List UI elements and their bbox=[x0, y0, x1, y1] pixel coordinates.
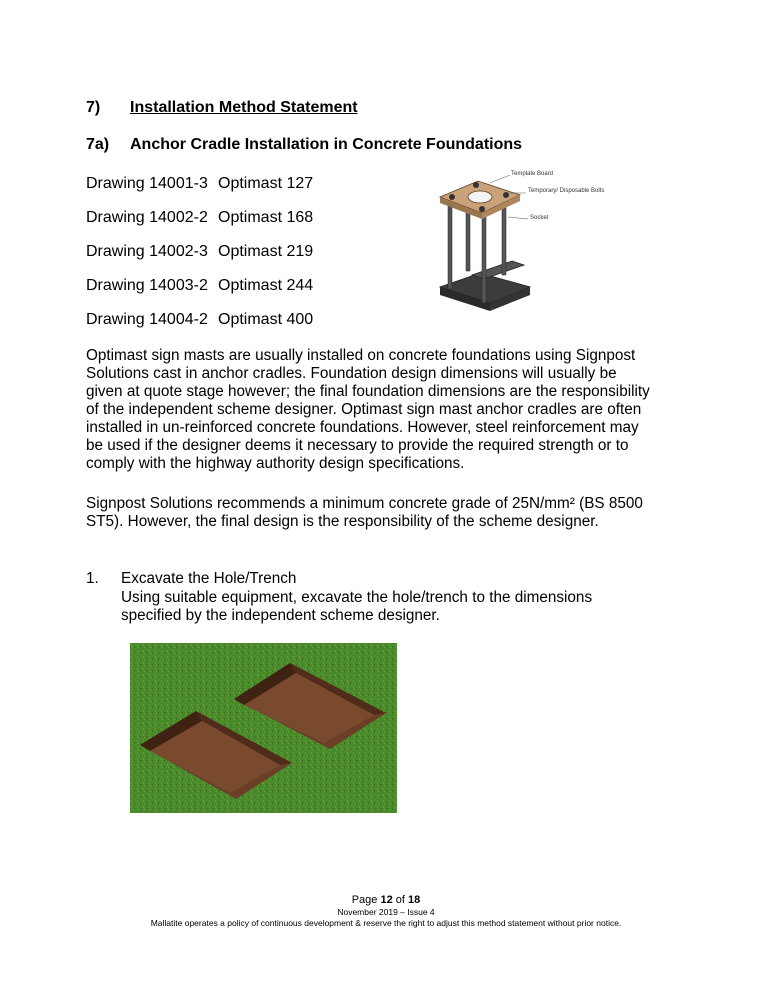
drawing-code: Drawing 14002-3 bbox=[86, 243, 208, 260]
leader-line bbox=[490, 175, 510, 183]
page-total: 18 bbox=[408, 894, 421, 906]
drawing-item bbox=[86, 311, 313, 329]
drawing-name: Optimast 127 bbox=[218, 175, 314, 192]
paragraph-line: installed in un-reinforced concrete foundations. However, steel reinforcement may bbox=[86, 419, 639, 436]
label-bolts: Temporary/ Disposable Bolts bbox=[528, 188, 605, 194]
step-line: specified by the independent scheme designer. bbox=[121, 607, 440, 624]
paragraph-line: be used if the designer deems it necessary to provide the required strength or to bbox=[86, 437, 629, 454]
paragraph-line: given at quote stage however; the final foundation dimensions are the responsibility bbox=[86, 383, 650, 400]
section-number: 7) bbox=[86, 99, 101, 116]
drawing-item bbox=[86, 209, 313, 227]
step-description bbox=[121, 589, 681, 625]
threaded-rod bbox=[482, 215, 486, 303]
paragraph-foundations bbox=[86, 347, 686, 473]
step-number: 1. bbox=[86, 570, 99, 587]
page-footer bbox=[0, 894, 772, 928]
bolt bbox=[473, 182, 479, 188]
drawing-name: Optimast 219 bbox=[218, 243, 314, 260]
issue-date: November 2019 – Issue 4 bbox=[337, 907, 435, 917]
label-template-board: Template Board bbox=[511, 171, 554, 177]
drawing-item bbox=[86, 277, 313, 295]
drawing-item bbox=[86, 175, 313, 193]
drawing-code: Drawing 14001-3 bbox=[86, 175, 208, 192]
step-title: Excavate the Hole/Trench bbox=[121, 570, 297, 587]
drawing-item bbox=[86, 243, 313, 261]
page-number bbox=[0, 894, 772, 906]
drawing-code: Drawing 14003-2 bbox=[86, 277, 208, 294]
paragraph-concrete-grade bbox=[86, 495, 686, 531]
bolt bbox=[449, 194, 455, 200]
page-label: Page bbox=[351, 894, 381, 906]
threaded-rod bbox=[448, 203, 452, 289]
section-title: Installation Method Statement bbox=[130, 99, 358, 116]
step-line: Using suitable equipment, excavate the hole/trench to the dimensions bbox=[121, 589, 593, 606]
subsection-title: Anchor Cradle Installation in Concrete Foundations bbox=[130, 136, 523, 153]
bolt bbox=[479, 206, 485, 212]
drawing-code: Drawing 14004-2 bbox=[86, 311, 208, 328]
footer-notice: Mallatite operates a policy of continuous development & reserve the right to adjust this method statement without prior notice. bbox=[150, 918, 622, 928]
drawing-code: Drawing 14002-2 bbox=[86, 209, 208, 226]
base-plate bbox=[472, 261, 524, 279]
paragraph-line: Optimast sign masts are usually installed on concrete foundations using Signpost bbox=[86, 347, 636, 364]
leader-line bbox=[508, 217, 528, 219]
excavation-illustration bbox=[130, 643, 397, 813]
paragraph-line: comply with the highway authority design specifications. bbox=[86, 455, 465, 472]
subsection-number: 7a) bbox=[86, 136, 110, 153]
paragraph-line: ST5). However, the final design is the responsibility of the scheme designer. bbox=[86, 513, 599, 530]
paragraph-line: Solutions cast in anchor cradles. Foundation design dimensions will usually be bbox=[86, 365, 617, 382]
paragraph-line: of the independent scheme designer. Optimast sign mast anchor cradles are often bbox=[86, 401, 642, 418]
template-board-hole bbox=[468, 191, 492, 203]
drawing-name: Optimast 400 bbox=[218, 311, 314, 328]
page-of-label: of bbox=[392, 894, 409, 906]
page-current: 12 bbox=[380, 894, 393, 906]
drawing-name: Optimast 244 bbox=[218, 277, 314, 294]
section-heading bbox=[86, 99, 586, 119]
drawing-name: Optimast 168 bbox=[218, 209, 314, 226]
label-socket: Socket bbox=[530, 215, 549, 221]
subsection-heading bbox=[86, 136, 686, 156]
paragraph-line: Signpost Solutions recommends a minimum concrete grade of 25N/mm² (BS 8500 bbox=[86, 495, 643, 512]
